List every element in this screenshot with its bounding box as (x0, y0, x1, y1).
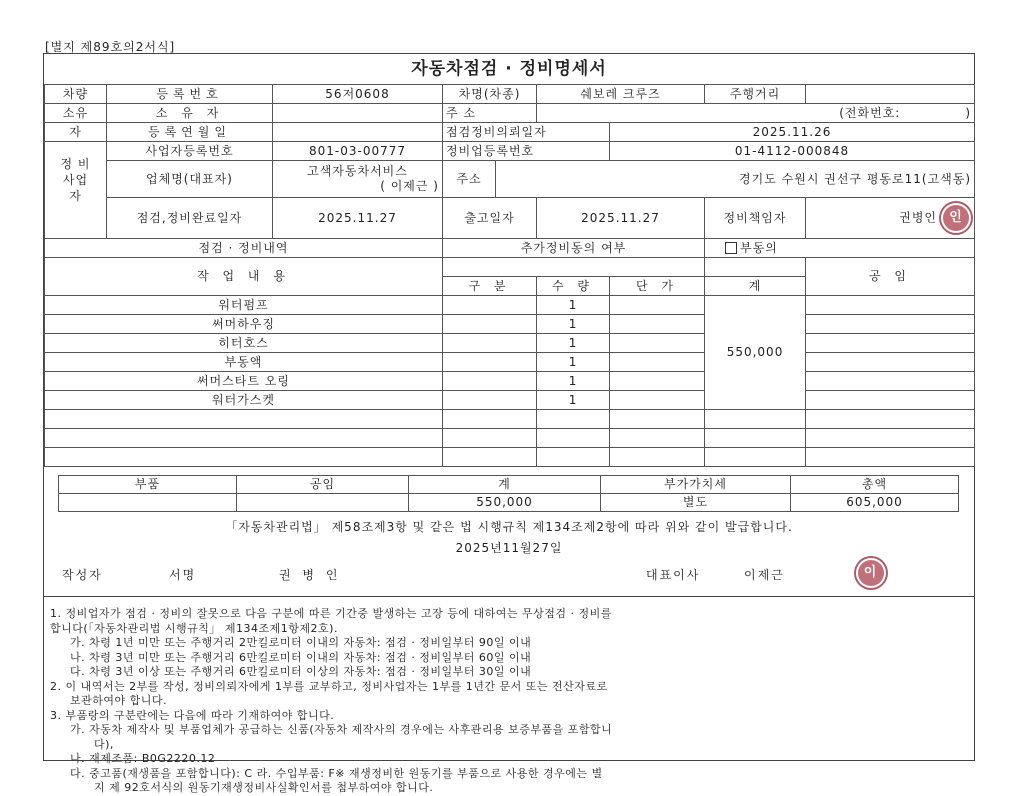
qty-column-header: 수 량 (537, 277, 610, 296)
work-item-unit-price (610, 372, 705, 391)
empty-cell (705, 429, 806, 448)
document-title: 자동차점검 · 정비명세서 (411, 59, 607, 79)
summary-table (58, 475, 959, 512)
shop-group-label-3: 자 (69, 189, 82, 203)
work-empty-row (45, 410, 443, 429)
category-column-header: 구 분 (443, 277, 537, 296)
work-item-labor (806, 353, 975, 372)
note-line: 3. 부품랑의 구분란에는 다음에 따라 기재하여야 합니다. (50, 708, 335, 722)
shop-address-label: 주소 (443, 161, 496, 198)
summary-total-label: 계 (409, 476, 601, 494)
reg-no-label: 등록번호 (107, 85, 273, 104)
empty-cell (610, 448, 705, 467)
summary-parts-label: 부품 (59, 476, 237, 494)
work-item-name: 부동액 (45, 353, 443, 372)
owner-value (273, 104, 443, 123)
disagree-option[interactable] (705, 239, 975, 258)
work-item-labor (806, 296, 975, 315)
note-line: 나. 차령 3년 미만 또는 주행거리 6만킬로미터 이내의 자동차: 점검 · 정비일부터 60일 이내 (70, 650, 532, 664)
work-item-qty: 1 (537, 315, 610, 334)
work-section-label: 점검 · 정비내역 (45, 239, 443, 258)
empty-cell (806, 429, 975, 448)
work-item-labor (806, 315, 975, 334)
summary-vat-label: 부가가치세 (601, 476, 791, 494)
sign-label: 서명 (169, 568, 197, 582)
work-item-name: 히터호스 (45, 334, 443, 353)
work-item-category (443, 353, 537, 372)
summary-grand-label: 총액 (791, 476, 959, 494)
statement-sheet (43, 53, 975, 794)
note-line: 다), (94, 737, 114, 751)
signature-row (44, 556, 974, 590)
disagree-label: 부동의 (740, 240, 778, 255)
work-empty-row (45, 448, 443, 467)
biz-no-value: 801-03-00777 (273, 142, 443, 161)
empty-cell (537, 429, 610, 448)
empty-cell (443, 410, 537, 429)
work-empty-row (45, 429, 443, 448)
repair-no-label: 정비업등록번호 (443, 142, 610, 161)
request-date-label: 점검정비의뢰일자 (443, 123, 610, 142)
empty-cell (610, 410, 705, 429)
extra-agreement-label: 추가정비동의 여부 (443, 239, 705, 258)
empty-cell (806, 448, 975, 467)
writer-label: 작성자 (62, 568, 103, 582)
summary-labor-value (237, 494, 409, 512)
note-line: 나. 재제조품: B0G2220.12 (70, 752, 216, 765)
ceo-name: 이제근 (744, 568, 785, 582)
summary-parts-value (59, 494, 237, 512)
company-label: 업체명(대표자) (107, 161, 273, 198)
request-date-value: 2025.11.26 (610, 123, 975, 142)
note-line: 지 제 92호서식의 원동기재생정비사실확인서를 첨부하여야 합니다. (94, 781, 434, 794)
manager-label: 정비책임자 (705, 198, 806, 239)
note-line: 가. 자동차 제작사 및 부품업체가 공급하는 신품(자동차 제작사의 경우에는 사후관리용 보증부품을 포함합니 (70, 723, 613, 736)
note-line: 2. 이 내역서는 2부를 작성, 정비의뢰자에게 1부를 교부하고, 정비사업자는 1부를 1년간 문서 또는 전산자료로 (50, 679, 608, 693)
work-item-labor (806, 391, 975, 410)
total-column-header: 계 (705, 277, 806, 296)
form-reference: [별지 제89호의2서식] (45, 40, 176, 54)
shop-group-label-2: 사업 (62, 173, 89, 187)
note-line: 합니다(「자동차관리법 시행규칙」 제134조제1항제2호). (50, 621, 338, 635)
owner-phone-note: (전화번호: ) (537, 104, 975, 123)
release-date-value: 2025.11.27 (537, 198, 705, 239)
work-item-qty: 1 (537, 334, 610, 353)
work-item-category (443, 334, 537, 353)
work-item-unit-price (610, 353, 705, 372)
note-line: 1. 정비업자가 점검 · 정비의 잘못으로 다음 구분에 따른 기간중 발생하는 고장 등에 대하여는 무상점검 · 정비를 (50, 607, 612, 620)
shop-group-label (45, 142, 107, 239)
empty-cell (537, 410, 610, 429)
empty-cell (443, 429, 537, 448)
biz-no-label: 사업자등록번호 (107, 142, 273, 161)
empty-cell (610, 429, 705, 448)
manager-seal-stamp: 인 (941, 203, 971, 233)
owner-address-label: 주 소 (443, 104, 537, 123)
company-rep: ( 이제근 ) (380, 179, 439, 193)
work-item-name: 워터펌프 (45, 296, 443, 315)
company-value (273, 161, 443, 198)
work-item-labor (806, 334, 975, 353)
release-date-label: 출고일자 (443, 198, 537, 239)
unit-price-column-header: 단 가 (610, 277, 705, 296)
work-item-name: 워터가스켓 (45, 391, 443, 410)
work-item-qty: 1 (537, 353, 610, 372)
empty-cell (806, 410, 975, 429)
issue-date: 2025년11월27일 (455, 541, 563, 555)
work-item-category (443, 391, 537, 410)
note-line: 가. 차령 1년 미만 또는 주행거리 2만킬로미터 이내의 자동차: 점검 · 정비일부터 90일 이내 (70, 636, 532, 649)
manager-cell (806, 198, 975, 239)
completed-date-label: 점검,정비완료일자 (107, 198, 273, 239)
work-item-unit-price (610, 315, 705, 334)
work-item-unit-price (610, 391, 705, 410)
owner-group-label-1: 차량 (45, 85, 107, 104)
note-line: 다. 중고품(재생품을 포함합니다): C 라. 수입부품: F※ 재생정비한 원동기를 부품으로 사용한 경우에는 별 (70, 766, 603, 780)
writer-name: 권 병 인 (279, 568, 342, 582)
repair-no-value: 01-4112-000848 (610, 142, 975, 161)
note-line: 보관하여야 합니다. (70, 694, 168, 707)
owner-group-label-2: 소유 (45, 104, 107, 123)
empty-cell (705, 410, 806, 429)
work-item-category (443, 315, 537, 334)
empty-cell (443, 448, 537, 467)
shop-address-value: 경기도 수원시 권선구 평동로11(고색동) (496, 161, 975, 198)
total-header-blank (705, 258, 806, 277)
company-name: 고색자동차서비스 (307, 164, 408, 178)
work-item-qty: 1 (537, 391, 610, 410)
mileage-value (806, 85, 975, 104)
ceo-label: 대표이사 (646, 568, 701, 582)
owner-label: 소 유 자 (107, 104, 273, 123)
work-item-unit-price (610, 296, 705, 315)
summary-vat-value: 별도 (601, 494, 791, 512)
notes-section (44, 596, 974, 796)
work-item-name: 써머하우징 (45, 315, 443, 334)
main-table (44, 84, 975, 467)
work-content-label: 작 업 내 용 (45, 258, 443, 296)
note-line: 다. 차령 3년 이상 또는 주행거리 6만킬로미터 이상의 자동차: 점검 · 정비일부터 30일 이내 (70, 665, 532, 678)
mileage-label: 주행거리 (705, 85, 806, 104)
reg-no-value: 56저0608 (273, 85, 443, 104)
work-item-name: 써머스타트 오링 (45, 372, 443, 391)
summary-labor-label: 공임 (237, 476, 409, 494)
manager-name: 권병인 (899, 210, 938, 225)
car-name-label: 차명(차종) (443, 85, 537, 104)
work-item-labor (806, 372, 975, 391)
reg-date-value (273, 123, 443, 142)
work-total-value: 550,000 (705, 296, 806, 410)
issue-statement: 「자동차관리법」 제58조제3항 및 같은 법 시행규칙 제134조제2항에 따라 위와 같이 발급합니다. (225, 520, 793, 534)
work-item-category (443, 296, 537, 315)
owner-group-label-3: 자 (45, 123, 107, 142)
work-item-category (443, 372, 537, 391)
reg-date-label: 등록연월일 (107, 123, 273, 142)
empty-cell (705, 448, 806, 467)
labor-column-header: 공 임 (806, 258, 975, 296)
disagree-checkbox[interactable] (725, 242, 737, 254)
car-name-value: 쉐보레 크루즈 (537, 85, 705, 104)
parts-header-blank (443, 258, 705, 277)
work-item-qty: 1 (537, 372, 610, 391)
work-item-qty: 1 (537, 296, 610, 315)
ceo-seal-stamp: 이 (856, 558, 886, 588)
summary-grand-value: 605,000 (791, 494, 959, 512)
shop-group-label-1: 정 비 (60, 157, 91, 171)
completed-date-value: 2025.11.27 (273, 198, 443, 239)
work-item-unit-price (610, 334, 705, 353)
summary-total-value: 550,000 (409, 494, 601, 512)
empty-cell (537, 448, 610, 467)
